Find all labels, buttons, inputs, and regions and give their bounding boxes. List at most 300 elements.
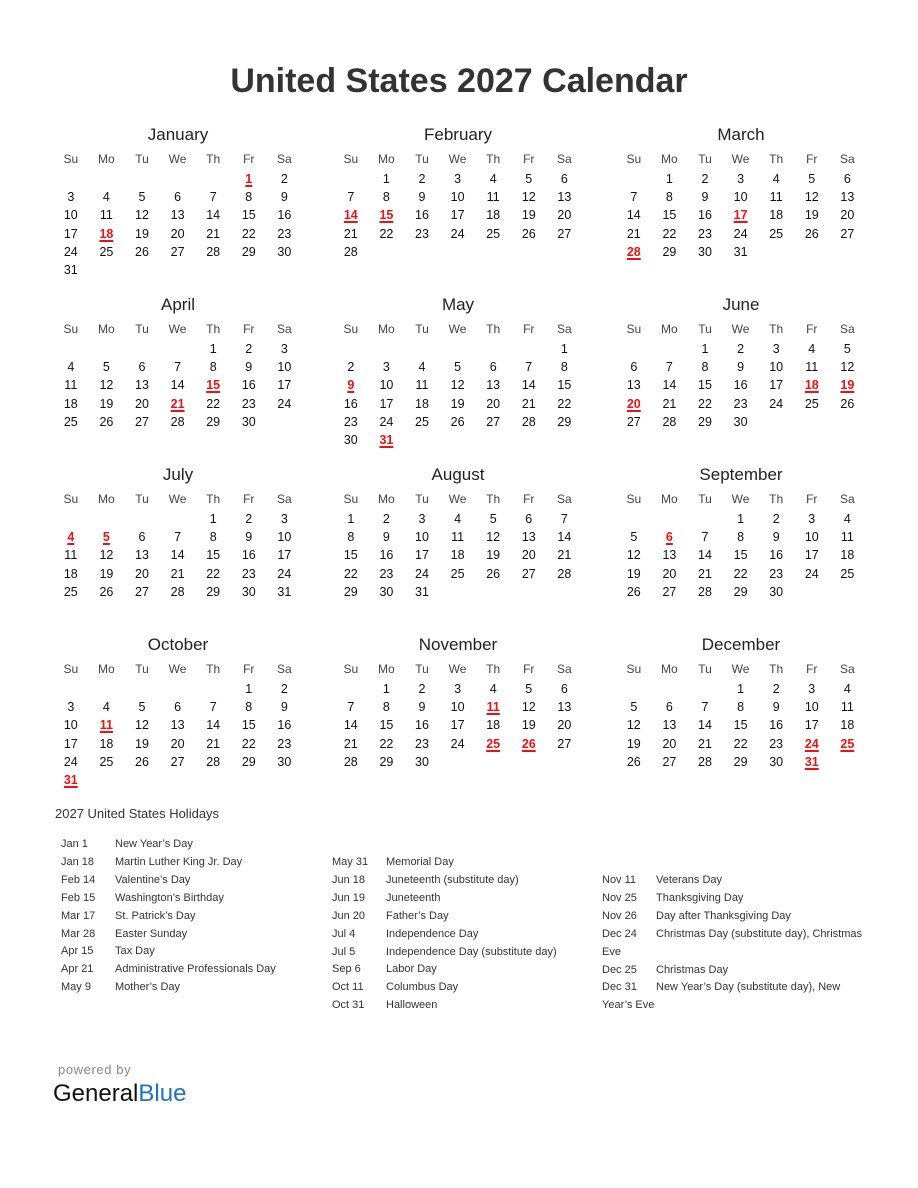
weekday-header: Tu	[135, 492, 149, 506]
date-cell: 8	[701, 360, 709, 375]
date-cell: 24	[415, 566, 429, 581]
date-cell: 7	[560, 512, 568, 526]
date-cell: 22	[662, 226, 677, 241]
date-cell: 28	[343, 244, 358, 259]
month-name: August	[431, 465, 485, 484]
date-cell: 21	[343, 226, 358, 241]
date-cell: 25	[840, 566, 855, 581]
date-cell: 5	[525, 682, 533, 696]
date-cell: 1	[245, 682, 253, 696]
date-cell: 4	[102, 190, 110, 205]
date-cell: 30	[241, 584, 256, 599]
weekday-header: Sa	[557, 662, 572, 676]
holiday-date: 28	[626, 244, 641, 259]
weekday-header: Tu	[415, 662, 429, 676]
holiday-name: Labor Day	[386, 963, 437, 976]
weekday-header: We	[168, 152, 187, 166]
date-cell: 20	[840, 208, 855, 223]
date-cell: 28	[698, 584, 712, 599]
month-grid	[333, 658, 583, 771]
date-cell: 12	[521, 190, 536, 205]
date-cell: 11	[840, 530, 854, 545]
weekday-header: Mo	[98, 662, 115, 676]
date-cell: 20	[486, 396, 501, 411]
weekday-header: Sa	[277, 492, 292, 506]
holiday-name: Father’s Day	[386, 909, 449, 922]
date-cell: 20	[662, 736, 677, 751]
date-cell: 23	[415, 736, 429, 751]
holiday-name: Memorial Day	[386, 856, 454, 868]
weekday-header: Tu	[135, 662, 149, 676]
empty-cell	[124, 340, 160, 358]
date-cell: 8	[209, 360, 217, 375]
holiday-item	[61, 890, 321, 908]
holiday-name: Juneteenth	[386, 891, 441, 904]
date-cell: 6	[665, 700, 673, 715]
weekday-header: Th	[206, 492, 221, 506]
date-cell: 12	[521, 700, 536, 715]
holiday-date-label: Feb 14	[61, 873, 96, 886]
date-cell: 26	[626, 584, 641, 599]
date-cell: 15	[662, 208, 677, 223]
date-cell: 30	[698, 244, 712, 259]
date-cell: 22	[206, 566, 221, 581]
date-cell: 31	[415, 584, 429, 599]
date-cell: 16	[698, 208, 712, 223]
weekday-header: Tu	[698, 662, 712, 676]
date-cell: 11	[99, 208, 113, 223]
weekday-header: Su	[343, 662, 359, 676]
date-cell: 17	[804, 548, 819, 563]
date-cell: 1	[737, 512, 745, 526]
date-cell: 12	[626, 548, 641, 563]
date-cell: 10	[450, 700, 465, 715]
date-cell: 19	[626, 566, 641, 581]
date-cell: 30	[277, 244, 292, 259]
month-june	[616, 294, 866, 431]
date-cell: 8	[245, 700, 253, 715]
holiday-name: Christmas Day	[656, 963, 729, 976]
date-cell: 15	[557, 378, 572, 393]
holiday-date: 17	[733, 208, 748, 223]
date-cell: 24	[804, 566, 819, 581]
holiday-date-label: Dec 24	[602, 927, 637, 940]
date-cell: 4	[102, 700, 110, 715]
date-cell: 25	[769, 226, 784, 241]
date-cell: 30	[343, 432, 358, 447]
holiday-name: New Year’s Day	[115, 838, 193, 850]
date-cell: 24	[277, 396, 292, 411]
holiday-date: 25	[840, 736, 855, 751]
empty-cell	[333, 340, 369, 358]
weekday-header: Mo	[98, 492, 115, 506]
date-cell: 9	[772, 530, 780, 545]
holiday-date: 6	[665, 530, 673, 545]
date-cell: 10	[804, 530, 819, 545]
weekday-header: Sa	[277, 322, 292, 336]
date-cell: 14	[521, 378, 536, 393]
holiday-date: 14	[343, 208, 358, 223]
holiday-date: 15	[206, 378, 221, 393]
date-cell: 7	[701, 530, 709, 545]
date-cell: 21	[170, 566, 185, 581]
date-cell: 26	[804, 226, 819, 241]
date-cell: 20	[135, 566, 149, 581]
holiday-date-label: Sep 6	[332, 963, 361, 976]
weekday-header: We	[448, 152, 467, 166]
holiday-name: Halloween	[386, 999, 438, 1012]
holiday-date-label: Dec 31	[602, 981, 637, 994]
date-cell: 16	[241, 378, 256, 393]
date-cell: 10	[63, 208, 78, 223]
weekday-header: Sa	[840, 492, 855, 506]
holiday-name: Tax Day	[115, 945, 155, 958]
date-cell: 8	[665, 190, 673, 205]
weekday-header: Mo	[661, 662, 678, 676]
holiday-item	[61, 926, 321, 944]
date-cell: 18	[769, 208, 784, 223]
holiday-date: 24	[804, 736, 819, 751]
weekday-header: Sa	[277, 152, 292, 166]
holiday-date: 18	[99, 226, 114, 241]
date-cell: 2	[418, 682, 426, 696]
page-title: United States 2027 Calendar	[230, 62, 688, 100]
date-cell: 17	[277, 378, 292, 393]
date-cell: 1	[382, 172, 390, 186]
date-cell: 20	[521, 548, 536, 563]
date-cell: 13	[135, 548, 149, 563]
date-cell: 20	[170, 736, 185, 751]
month-grid	[333, 488, 583, 601]
weekday-header: Th	[206, 662, 221, 676]
date-cell: 1	[209, 512, 217, 526]
holiday-date-label: Jan 1	[61, 838, 88, 850]
empty-cell	[404, 340, 440, 358]
weekday-header: Th	[769, 492, 784, 506]
date-cell: 7	[347, 700, 355, 715]
empty-cell	[160, 170, 196, 188]
date-cell: 13	[662, 718, 677, 733]
date-cell: 22	[379, 226, 394, 241]
holiday-item	[332, 872, 592, 890]
holiday-name: Easter Sunday	[115, 927, 188, 940]
date-cell: 16	[241, 548, 256, 563]
date-cell: 13	[557, 190, 572, 205]
date-cell: 21	[206, 226, 221, 241]
date-cell: 18	[486, 208, 501, 223]
date-cell: 23	[379, 566, 394, 581]
weekday-header: Fr	[243, 322, 255, 336]
date-cell: 28	[521, 414, 536, 429]
brand-general: General	[53, 1080, 139, 1107]
date-cell: 9	[701, 190, 709, 205]
empty-cell	[160, 340, 196, 358]
date-cell: 18	[63, 566, 78, 581]
date-cell: 9	[737, 360, 745, 375]
holiday-name: Thanksgiving Day	[656, 891, 744, 904]
date-cell: 6	[560, 172, 568, 186]
date-cell: 18	[840, 718, 855, 733]
holiday-item	[61, 872, 321, 890]
date-cell: 17	[277, 548, 292, 563]
date-cell: 6	[489, 360, 497, 375]
holiday-item	[602, 872, 862, 890]
holiday-date-label: Mar 17	[61, 909, 96, 922]
date-cell: 5	[454, 360, 462, 375]
date-cell: 19	[521, 718, 536, 733]
date-cell: 14	[626, 208, 641, 223]
weekday-header: Su	[626, 662, 642, 676]
date-cell: 21	[557, 548, 572, 563]
date-cell: 25	[415, 414, 429, 429]
empty-cell	[652, 510, 688, 528]
empty-cell	[511, 340, 547, 358]
date-cell: 10	[277, 360, 292, 375]
date-cell: 6	[138, 360, 146, 375]
date-cell: 14	[698, 718, 712, 733]
holiday-item	[61, 961, 321, 979]
date-cell: 29	[206, 584, 221, 599]
date-cell: 15	[733, 718, 748, 733]
date-cell: 12	[486, 530, 501, 545]
date-cell: 7	[665, 360, 673, 375]
weekday-header: We	[731, 152, 750, 166]
date-cell: 11	[415, 378, 429, 393]
month-name: January	[147, 125, 209, 144]
month-name: May	[441, 295, 475, 314]
date-cell: 31	[277, 584, 292, 599]
holiday-date-label: May 31	[332, 856, 369, 868]
date-cell: 26	[521, 226, 536, 241]
weekday-header: Sa	[840, 662, 855, 676]
month-name: February	[423, 125, 493, 144]
holiday-name: Martin Luther King Jr. Day	[115, 855, 243, 868]
month-grid	[616, 658, 866, 771]
holiday-date: 31	[804, 754, 819, 769]
empty-cell	[53, 680, 89, 698]
date-cell: 10	[277, 530, 292, 545]
date-cell: 28	[206, 244, 221, 259]
date-cell: 21	[662, 396, 677, 411]
date-cell: 9	[245, 360, 253, 375]
date-cell: 24	[769, 396, 784, 411]
date-cell: 24	[450, 736, 465, 751]
date-cell: 4	[843, 512, 851, 526]
date-cell: 8	[737, 530, 745, 545]
date-cell: 27	[662, 754, 677, 769]
date-cell: 27	[626, 414, 641, 429]
date-cell: 8	[209, 530, 217, 545]
date-cell: 4	[843, 682, 851, 696]
month-grid	[333, 318, 583, 449]
date-cell: 16	[769, 718, 784, 733]
date-cell: 10	[804, 700, 819, 715]
date-cell: 4	[454, 512, 462, 526]
holiday-date-label: Apr 15	[61, 945, 94, 958]
generalblue-logo[interactable]	[53, 1080, 186, 1108]
date-cell: 3	[454, 172, 462, 186]
weekday-header: Fr	[243, 492, 255, 506]
holiday-name: St. Patrick’s Day	[115, 909, 196, 922]
date-cell: 11	[769, 190, 783, 205]
date-cell: 19	[521, 208, 536, 223]
date-cell: 24	[450, 226, 465, 241]
date-cell: 16	[415, 718, 429, 733]
date-cell: 15	[379, 718, 394, 733]
date-cell: 7	[174, 360, 182, 375]
weekday-header: Th	[486, 152, 501, 166]
date-cell: 2	[347, 360, 355, 375]
date-cell: 10	[733, 190, 748, 205]
date-cell: 7	[174, 530, 182, 545]
empty-cell	[124, 170, 160, 188]
date-cell: 11	[64, 378, 78, 393]
holiday-name: Independence Day (substitute day)	[386, 945, 557, 958]
weekday-header: Th	[769, 322, 784, 336]
date-cell: 13	[521, 530, 536, 545]
date-cell: 16	[733, 378, 748, 393]
empty-cell	[89, 680, 125, 698]
date-cell: 18	[63, 396, 78, 411]
date-cell: 5	[138, 700, 146, 715]
date-cell: 21	[343, 736, 358, 751]
holiday-name: Independence Day	[386, 927, 479, 940]
month-january	[53, 124, 303, 279]
date-cell: 22	[379, 736, 394, 751]
holiday-date: 31	[63, 772, 78, 787]
date-cell: 19	[450, 396, 465, 411]
holiday-name: Columbus Day	[386, 981, 459, 994]
holiday-date-label: Jan 18	[61, 855, 95, 868]
date-cell: 6	[174, 700, 182, 715]
date-cell: 2	[701, 172, 709, 186]
empty-cell	[160, 680, 196, 698]
weekday-header: We	[168, 322, 187, 336]
date-cell: 3	[772, 342, 780, 356]
date-cell: 22	[733, 566, 748, 581]
empty-cell	[124, 510, 160, 528]
weekday-header: Sa	[840, 322, 855, 336]
holiday-item	[332, 854, 592, 872]
date-cell: 9	[245, 530, 253, 545]
holiday-date: 1	[245, 172, 253, 186]
date-cell: 30	[241, 414, 256, 429]
date-cell: 3	[808, 682, 816, 696]
weekday-header: Tu	[698, 152, 712, 166]
month-september	[616, 464, 866, 601]
date-cell: 11	[840, 700, 854, 715]
date-cell: 4	[772, 172, 780, 186]
date-cell: 27	[557, 226, 572, 241]
date-cell: 26	[99, 414, 114, 429]
month-grid	[333, 148, 583, 261]
month-name: December	[701, 635, 781, 654]
weekday-header: We	[168, 662, 187, 676]
weekday-header: Su	[626, 492, 642, 506]
holiday-name: Administrative Professionals Day	[115, 963, 276, 976]
date-cell: 22	[206, 396, 221, 411]
date-cell: 19	[626, 736, 641, 751]
date-cell: 21	[698, 736, 712, 751]
empty-cell	[89, 340, 125, 358]
holiday-name: Juneteenth (substitute day)	[386, 873, 519, 886]
weekday-header: Fr	[806, 152, 818, 166]
date-cell: 16	[343, 396, 358, 411]
date-cell: 21	[626, 226, 641, 241]
weekday-header: Sa	[840, 152, 855, 166]
month-grid	[53, 658, 303, 789]
date-cell: 15	[343, 548, 358, 563]
holiday-date: 26	[521, 736, 536, 751]
holiday-column	[602, 872, 862, 1015]
weekday-header: Th	[206, 152, 221, 166]
weekday-header: Th	[486, 662, 501, 676]
date-cell: 30	[415, 754, 429, 769]
holiday-item	[332, 890, 592, 908]
date-cell: 27	[135, 584, 149, 599]
empty-cell	[687, 510, 723, 528]
holiday-name: Veterans Day	[656, 874, 723, 886]
date-cell: 4	[67, 360, 75, 375]
empty-cell	[53, 170, 89, 188]
date-cell: 20	[557, 208, 572, 223]
date-cell: 30	[733, 414, 748, 429]
month-october	[53, 634, 303, 789]
date-cell: 14	[698, 548, 712, 563]
weekday-header: We	[168, 492, 187, 506]
weekday-header: Tu	[135, 152, 149, 166]
weekday-header: Tu	[415, 322, 429, 336]
weekday-header: Fr	[523, 492, 535, 506]
weekday-header: Fr	[806, 492, 818, 506]
date-cell: 14	[557, 530, 572, 545]
powered-by-label: powered by	[58, 1062, 132, 1077]
date-cell: 16	[277, 718, 292, 733]
weekday-header: Fr	[523, 152, 535, 166]
date-cell: 18	[450, 548, 465, 563]
date-cell: 23	[241, 396, 256, 411]
month-november	[333, 634, 583, 771]
date-cell: 18	[99, 736, 114, 751]
date-cell: 22	[733, 736, 748, 751]
date-cell: 25	[486, 226, 501, 241]
holiday-item	[61, 943, 321, 961]
date-cell: 30	[769, 584, 784, 599]
date-cell: 31	[63, 262, 78, 277]
date-cell: 17	[379, 396, 394, 411]
date-cell: 21	[698, 566, 712, 581]
holiday-date: 11	[99, 718, 113, 733]
date-cell: 27	[662, 584, 677, 599]
month-april	[53, 294, 303, 431]
date-cell: 29	[241, 754, 256, 769]
date-cell: 10	[379, 378, 394, 393]
weekday-header: Mo	[98, 152, 115, 166]
date-cell: 25	[63, 414, 78, 429]
date-cell: 1	[737, 682, 745, 696]
date-cell: 17	[450, 718, 465, 733]
month-name: October	[147, 635, 209, 654]
date-cell: 2	[772, 512, 780, 526]
weekday-header: Sa	[557, 492, 572, 506]
date-cell: 26	[840, 396, 855, 411]
month-grid	[616, 488, 866, 601]
holiday-item	[602, 890, 862, 908]
date-cell: 2	[737, 342, 745, 356]
weekday-header: We	[731, 492, 750, 506]
weekday-header: Th	[206, 322, 221, 336]
date-cell: 2	[418, 172, 426, 186]
